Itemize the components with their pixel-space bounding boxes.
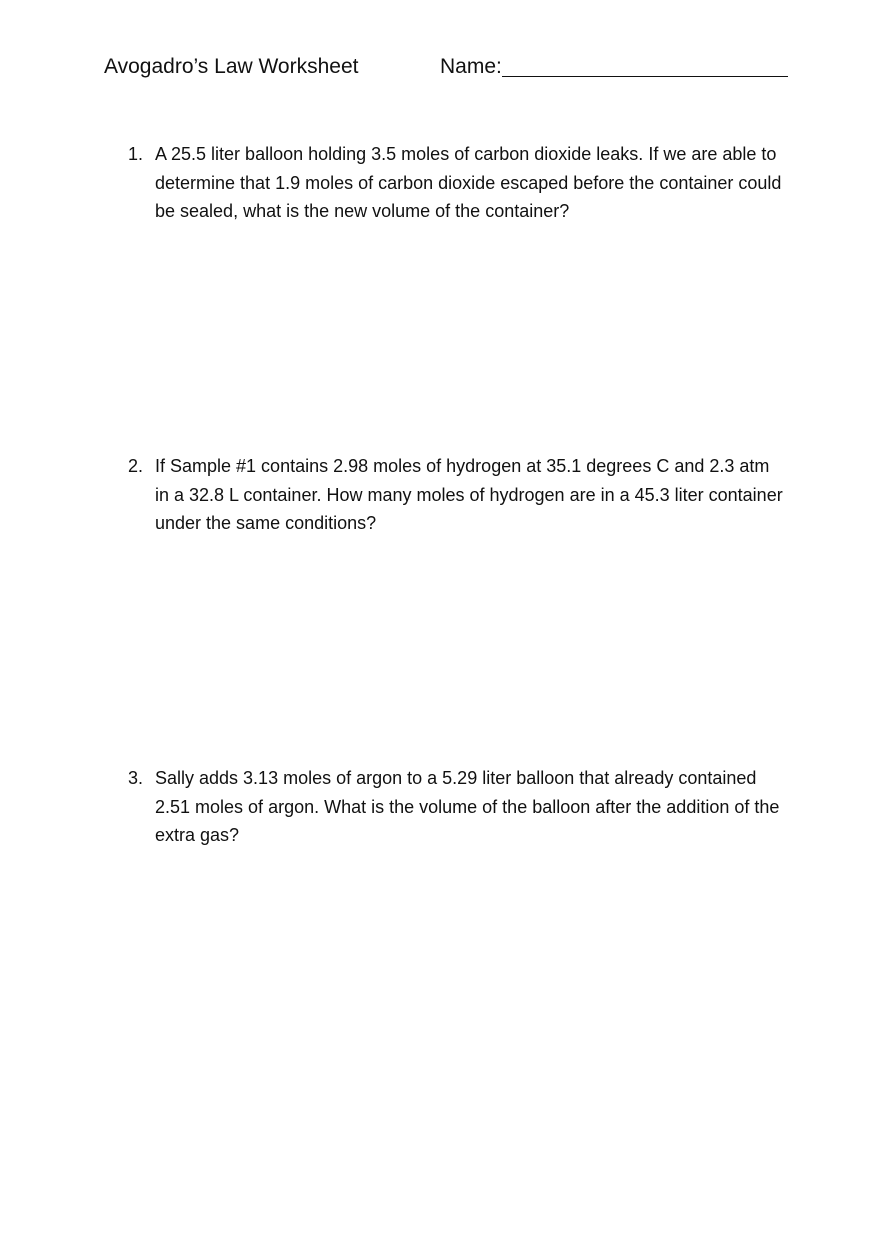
worksheet-title: Avogadro’s Law Worksheet <box>104 55 359 78</box>
question-1 <box>128 140 788 226</box>
question-number: 2. <box>128 456 144 476</box>
question-2 <box>128 452 788 538</box>
question-number: 3. <box>128 768 144 788</box>
question-number: 1. <box>128 144 144 164</box>
question-text: Sally adds 3.13 moles of argon to a 5.29 liter balloon that already contained 2.51 moles of argon. What is the volume of the balloon after the addition of the extra gas? <box>155 768 780 845</box>
name-blank-line <box>502 76 788 77</box>
question-text: A 25.5 liter balloon holding 3.5 moles of carbon dioxide leaks. If we are able to determine that 1.9 moles of carbon dioxide escaped before the container could be sealed, what is the new volume of the container? <box>155 144 782 221</box>
question-text: If Sample #1 contains 2.98 moles of hydrogen at 35.1 degrees C and 2.3 atm in a 32.8 L container. How many moles of hydrogen are in a 45.3 liter container under the same conditions? <box>155 456 783 533</box>
worksheet-header <box>104 52 804 82</box>
question-3 <box>128 764 788 850</box>
name-label: Name: <box>440 55 502 78</box>
